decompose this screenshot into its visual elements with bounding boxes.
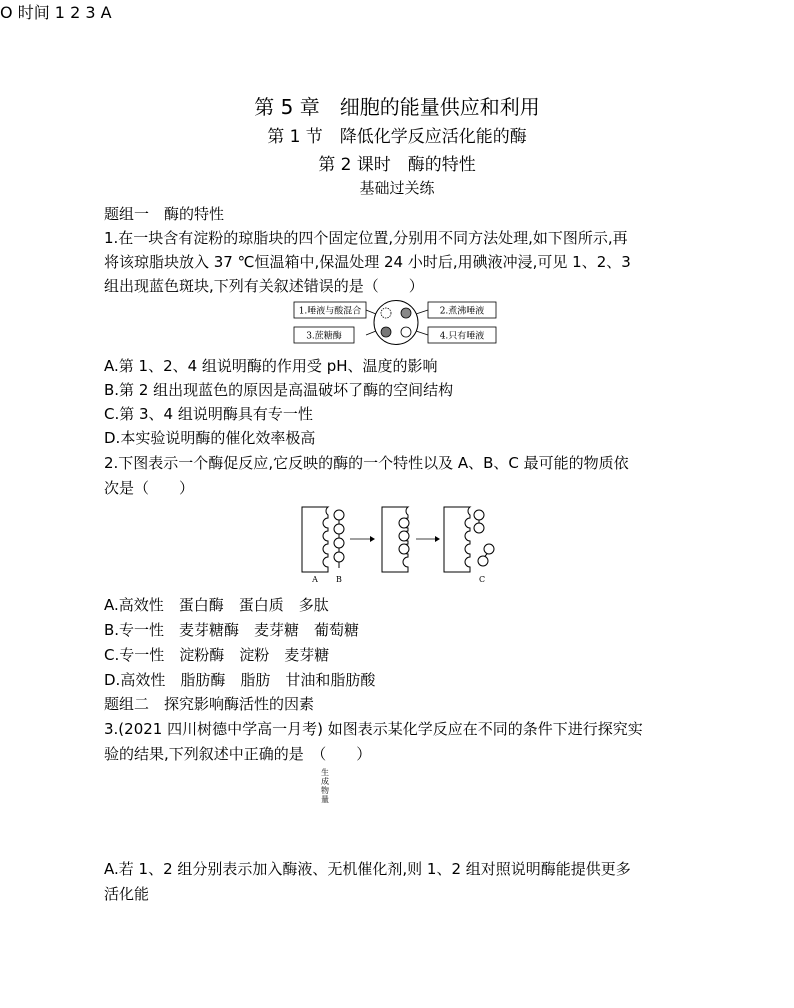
q2-fig-label-b: B [336,575,342,584]
q2-fig-label-c: C [478,575,486,584]
q2-line1: 2.下图表示一个酶促反应,它反映的酶的一个特性以及 A、B、C 最可能的物质依 [104,454,629,472]
q3-option-a-line1: A.若 1、2 组分别表示加入酶液、无机催化剂,则 1、2 组对照说明酶能提供更多 [104,860,631,878]
q3-line2: 验的结果,下列叙述中正确的是 （ ） [104,745,372,763]
chapter-title: 第 5 章 细胞的能量供应和利用 [254,95,540,119]
q2-option-a: A.高效性 蛋白酶 蛋白质 多肽 [104,596,329,614]
q1-fig-label-3: 3.蔗糖酶 [306,331,342,342]
q1-line1: 1.在一块含有淀粉的琼脂块的四个固定位置,分别用不同方法处理,如下图所示,再 [104,229,628,247]
q1-fig-label-2: 2.煮沸唾液 [439,306,485,317]
q1-fig-label-1: 1.唾液与酸混合 [298,306,362,317]
q1-line3: 组出现蓝色斑块,下列有关叙述错误的是（ ） [104,277,424,295]
q3-line1: 3.(2021 四川树德中学高一月考) 如图表示某化学反应在不同的条件下进行探究实 [104,720,643,738]
q3-option-a-line2: 活化能 [104,885,150,903]
q2-option-c: C.专一性 淀粉酶 淀粉 麦芽糖 [104,646,330,664]
q3-curve-label-1: 1 [54,3,65,22]
lesson-title: 第 2 课时 酶的特性 [318,155,476,175]
practice-title: 基础过关练 [359,179,435,197]
q2-option-b: B.专一性 麦芽糖酶 麦芽糖 葡萄糖 [104,621,360,639]
q1-option-d: D.本实验说明酶的催化效率极高 [104,429,316,447]
q3-xlabel: 时间 [17,3,50,22]
q1-line2: 将该琼脂块放入 37 ℃恒温箱中,保温处理 24 小时后,用碘液冲浸,可见 1、2、3 [104,253,631,271]
q1-figure [290,298,502,348]
section-title: 第 1 节 降低化学反应活化能的酶 [267,127,527,147]
q1-option-c: C.第 3、4 组说明酶具有专一性 [104,405,313,423]
q3-curve-label-3: 3 [85,3,96,22]
q3-origin: O [0,3,13,22]
q3-ylabel: 生成物量 [321,768,329,804]
q1-option-a: A.第 1、2、4 组说明酶的作用受 pH、温度的影响 [104,357,438,375]
group1-heading: 题组一 酶的特性 [104,205,225,223]
q1-option-b: B.第 2 组出现蓝色的原因是高温破坏了酶的空间结构 [104,381,454,399]
q3-curve-label-2: 2 [70,3,81,22]
q1-fig-label-4: 4.只有唾液 [439,331,485,342]
q2-line2: 次是（ ） [104,479,195,497]
q2-fig-label-a: A [312,575,318,584]
q2-figure [298,502,504,586]
group2-heading: 题组二 探究影响酶活性的因素 [104,695,315,713]
q3-graph [314,766,474,848]
q2-option-d: D.高效性 脂肪酶 脂肪 甘油和脂肪酸 [104,671,376,689]
q3-curve-label-a: A [100,3,112,22]
